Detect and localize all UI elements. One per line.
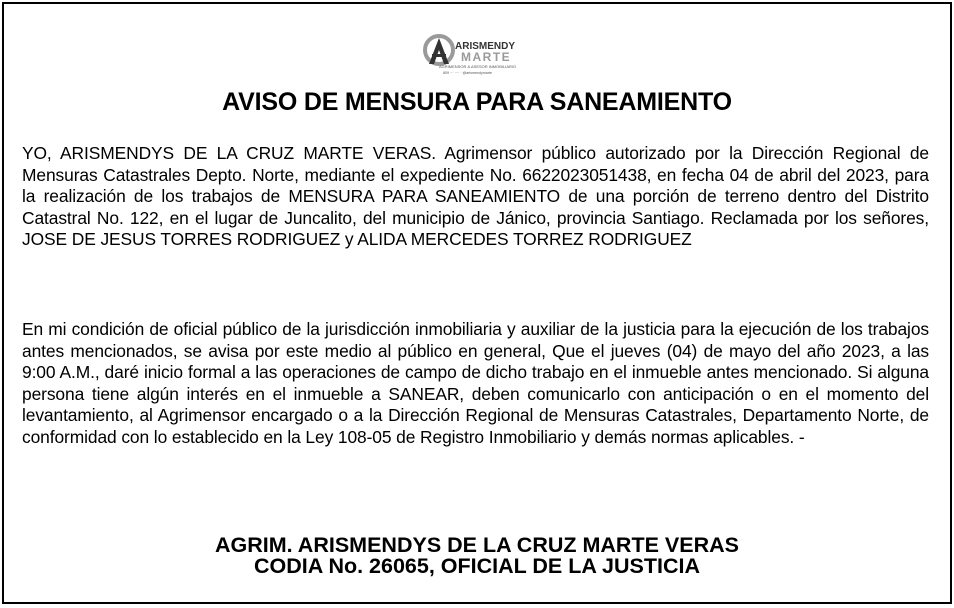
logo-name-line2: MARTE	[461, 50, 512, 64]
logo-tagline: AGRIMENSOR & ASESOR INMOBILIARIO	[439, 64, 517, 69]
arismendy-marte-logo	[419, 30, 543, 76]
notice-title: AVISO DE MENSURA PARA SANEAMIENTO	[222, 88, 732, 116]
logo-name-line1: ARISMENDY	[455, 41, 516, 52]
logo-contact: 809 ··· ···· · @arismendymarte	[443, 71, 492, 75]
logo-graphic	[419, 30, 543, 76]
notice-page	[2, 2, 952, 604]
notice-paragraph-2: En mi condición de oficial público de la jurisdicción inmobiliaria y auxiliar de la justicia para la ejecución de los trabajos antes mencionados, se avisa por este medio al público en general, Que el jueves (04) de mayo del año 2023, a las 9:00 A.M., daré inicio formal a las operaciones de campo de dicho trabajo en el inmueble antes mencionado. Si alguna persona tiene algún interés en el inmueble a SANEAR, deben comunicarlo con anticipación o en el momento del levantamiento, al Agrimensor encargado o a la Dirección Regional de Mensuras Catastrales, Departamento Norte, de conformidad con lo establecido en la Ley 108-05 de Registro Inmobiliario y demás normas aplicables. -	[22, 319, 929, 447]
signature-name: AGRIM. ARISMENDYS DE LA CRUZ MARTE VERAS	[215, 533, 739, 557]
notice-paragraph-1: YO, ARISMENDYS DE LA CRUZ MARTE VERAS. Agrimensor público autorizado por la Dirección Regional de Mensuras Catastrales Depto. Norte, mediante el expediente No. 6622023051438, en fecha 04 de abril del 2023, para la realización de los trabajos de MENSURA PARA SANEAMIENTO de una porción de terreno dentro del Distrito Catastral No. 122, en el lugar de Juncalito, del municipio de Jánico, provincia Santiago. Reclamada por los señores, JOSE DE JESUS TORRES RODRIGUEZ y ALIDA MERCEDES TORREZ RODRIGUEZ	[22, 143, 929, 250]
signature-credentials: CODIA No. 26065, OFICIAL DE LA JUSTICIA	[254, 554, 700, 578]
